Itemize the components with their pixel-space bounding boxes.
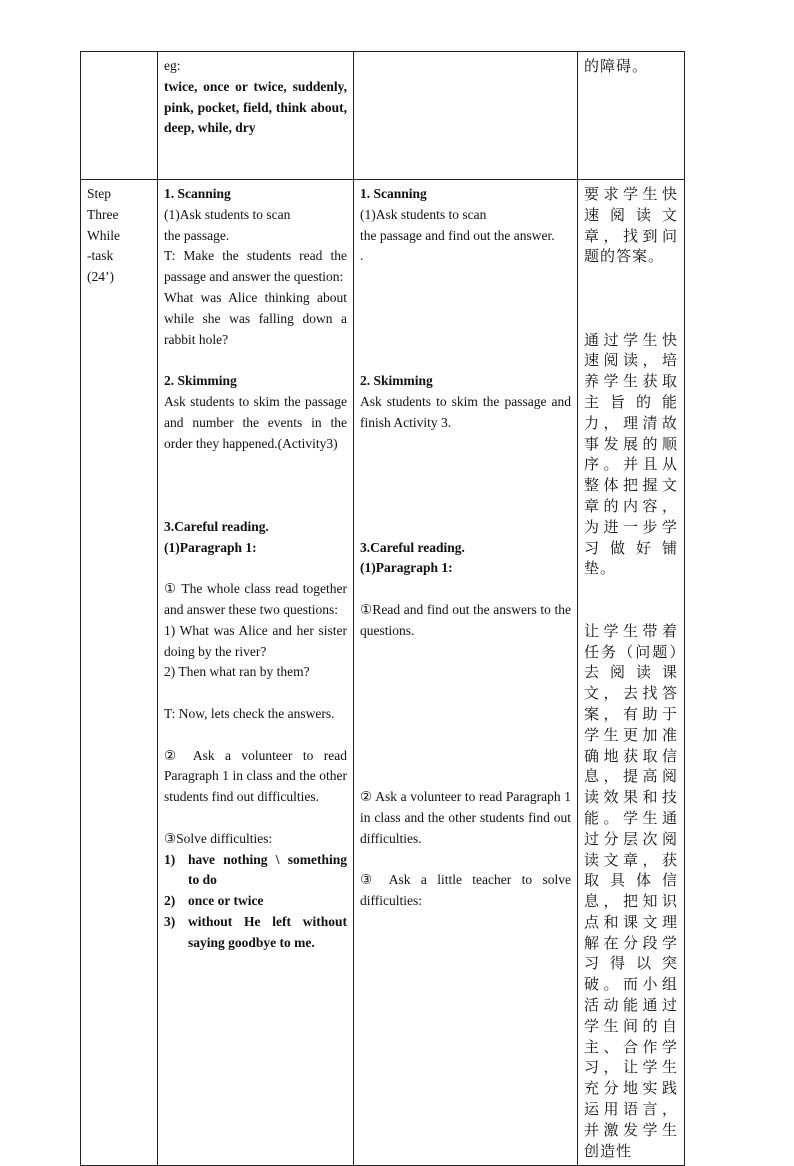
step-task: -task (87, 248, 114, 264)
scanning-title: 1. Scanning (164, 186, 231, 201)
list-item: 1) have nothing \ something to do (164, 851, 347, 888)
scanning-question: What was Alice thinking about while she was falling down a rabbit hole? (164, 289, 347, 347)
list-item: 3) without He left without saying goodbye to me. (164, 913, 347, 950)
table-row (81, 180, 685, 1166)
skimming-title: 2. Skimming (360, 373, 433, 389)
student-activity-cell (354, 52, 578, 180)
step-cell (81, 52, 158, 180)
purpose-cell (578, 52, 685, 180)
careful-reading-title: 3.Careful reading. (360, 539, 465, 555)
step-number: Three (87, 206, 119, 222)
vocabulary-cell (158, 52, 354, 180)
step-stage: While (87, 227, 120, 243)
list-item: 2) once or twice (164, 893, 264, 909)
paragraph-task-2: ② Ask a volunteer to read Paragraph 1 in class and the other students find out difficulties. (164, 747, 347, 805)
careful-reading-title: 3.Careful reading. (164, 518, 269, 534)
paragraph-task-3: ③Solve difficulties: (164, 830, 273, 846)
scanning-step-1: (1)Ask students to scan (164, 206, 291, 222)
check-answers: T: Now, lets check the answers. (164, 705, 335, 721)
scanning-step-2: the passage. (164, 227, 230, 243)
table-row (81, 52, 685, 180)
skimming-title: 2. Skimming (164, 373, 237, 389)
skimming-text: Ask students to skim the passage and number the events in the order they happened.(Activity3) (164, 393, 347, 451)
scanning-title: 1. Scanning (360, 186, 427, 201)
scanning-instruction: T: Make the students read the passage and answer the question: (164, 248, 347, 285)
scanning-step-1: (1)Ask students to scan (360, 206, 487, 222)
step-cell (81, 180, 158, 1166)
paragraph-title: (1)Paragraph 1: (164, 539, 257, 555)
question-2: 2) Then what ran by them? (164, 664, 310, 680)
step-duration: (24’) (87, 269, 114, 285)
purpose-skimming: 通过学生快速阅读，培养学生获取主旨的能力，理清故事发展的顺序。并且从整体把握文章的内容，为进一步学习做好铺垫。 (584, 330, 678, 578)
purpose-careful-reading: 让学生带着任务（问题）去阅读课文，去找答案，有助于学生更加准确地获取信息，提高阅读效果和技能。学生通过分层次阅读文章，获取具体信息，把知识点和课文理解在分段学习得以突破。而小组活动能通过学生间的自主、合作学习，让学生充分地实践运用语言，并激发学生创造性 (584, 621, 678, 1160)
purpose-text: 的障碍。 (584, 57, 649, 75)
teacher-activity-cell (158, 180, 354, 1166)
scanning-step-2: the passage and find out the answer. (360, 227, 555, 243)
question-1: 1) What was Alice and her sister doing by the river? (164, 622, 347, 659)
scanning-dot: . (360, 248, 364, 264)
student-activity-cell (354, 180, 578, 1166)
paragraph-title: (1)Paragraph 1: (360, 560, 453, 576)
eg-label: eg: (164, 58, 181, 73)
paragraph-task-3: ③ Ask a little teacher to solve difficulties: (360, 872, 571, 909)
difficulties-list (164, 850, 347, 954)
paragraph-task-2: ② Ask a volunteer to read Paragraph 1 in class and the other students find out difficulties. (360, 789, 571, 846)
skimming-text: Ask students to skim the passage and finish Activity 3. (360, 393, 571, 430)
purpose-scanning: 要求学生快速阅读文章，找到问题的答案。 (584, 185, 678, 266)
step-label: Step (87, 186, 112, 201)
paragraph-task-1: ① The whole class read together and answer these two questions: (164, 581, 347, 617)
paragraph-task-1: ①Read and find out the answers to the questions. (360, 601, 571, 638)
vocabulary-words: twice, once or twice, suddenly, pink, pocket, field, think about, deep, while, dry (164, 78, 347, 136)
lesson-plan-table (80, 51, 685, 1166)
purpose-cell (578, 180, 685, 1166)
